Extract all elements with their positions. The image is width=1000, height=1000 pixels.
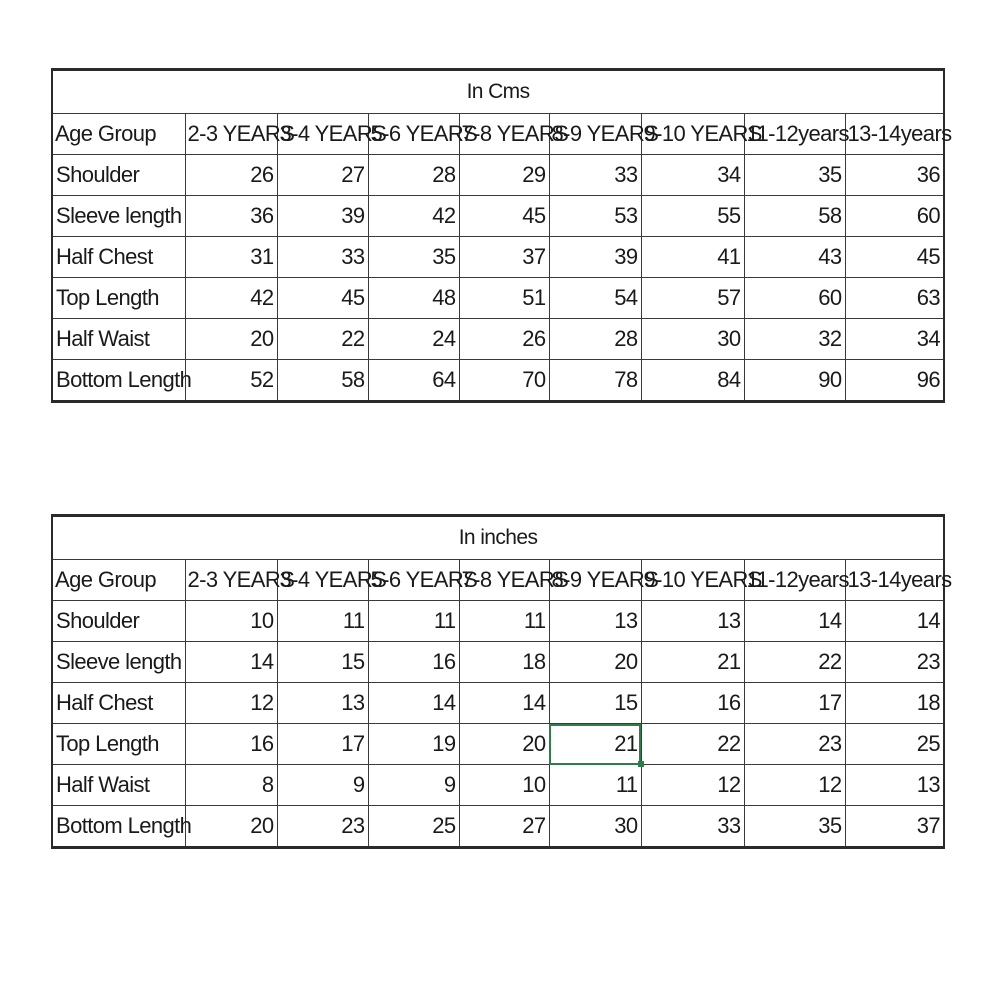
- value-cell[interactable]: 13: [845, 765, 944, 806]
- value-cell[interactable]: 55: [641, 196, 744, 237]
- value-cell[interactable]: 13: [549, 601, 641, 642]
- value-cell[interactable]: 63: [845, 278, 944, 319]
- value-cell[interactable]: 16: [368, 642, 459, 683]
- value-cell[interactable]: 9: [368, 765, 459, 806]
- header-cell[interactable]: 3-4 YEARS: [277, 560, 368, 601]
- table-row: [52, 806, 944, 848]
- header-cell[interactable]: 9-10 YEARS: [641, 560, 744, 601]
- value-cell[interactable]: 17: [277, 724, 368, 765]
- value-cell[interactable]: 28: [368, 155, 459, 196]
- size-table-cm: [51, 68, 952, 403]
- value-cell[interactable]: 34: [641, 155, 744, 196]
- value-cell[interactable]: 78: [549, 360, 641, 402]
- value-cell[interactable]: 8: [185, 765, 277, 806]
- value-cell[interactable]: 15: [549, 683, 641, 724]
- value-cell[interactable]: 42: [368, 196, 459, 237]
- value-cell[interactable]: 21: [641, 642, 744, 683]
- value-cell[interactable]: 39: [277, 196, 368, 237]
- row-label-cell[interactable]: Shoulder: [52, 155, 185, 196]
- value-cell[interactable]: 42: [185, 278, 277, 319]
- value-cell[interactable]: 33: [277, 237, 368, 278]
- value-cell[interactable]: 57: [641, 278, 744, 319]
- header-cell[interactable]: 5-6 YEARS: [368, 114, 459, 155]
- value-cell[interactable]: 45: [459, 196, 549, 237]
- value-cell[interactable]: 14: [845, 601, 944, 642]
- row-label-cell[interactable]: Half Waist: [52, 765, 185, 806]
- header-cell[interactable]: 9-10 YEARS: [641, 114, 744, 155]
- table-title-row: [52, 70, 944, 114]
- row-label-cell[interactable]: Sleeve length: [52, 642, 185, 683]
- value-cell[interactable]: 18: [459, 642, 549, 683]
- value-cell[interactable]: 96: [845, 360, 944, 402]
- header-row: [52, 560, 944, 601]
- value-cell[interactable]: 33: [641, 806, 744, 848]
- selected-cell[interactable]: 21: [549, 724, 641, 765]
- value-cell[interactable]: 10: [459, 765, 549, 806]
- value-cell[interactable]: 52: [185, 360, 277, 402]
- value-cell[interactable]: 22: [641, 724, 744, 765]
- value-cell[interactable]: 20: [185, 319, 277, 360]
- row-label-cell[interactable]: Shoulder: [52, 601, 185, 642]
- value-cell[interactable]: 34: [845, 319, 944, 360]
- value-cell[interactable]: 14: [459, 683, 549, 724]
- value-cell[interactable]: 33: [549, 155, 641, 196]
- value-cell[interactable]: 41: [641, 237, 744, 278]
- header-cell[interactable]: 2-3 YEARS: [185, 560, 277, 601]
- value-cell[interactable]: 14: [185, 642, 277, 683]
- value-cell[interactable]: 31: [185, 237, 277, 278]
- value-cell[interactable]: 35: [368, 237, 459, 278]
- table-row: [52, 155, 944, 196]
- table-row: [52, 601, 944, 642]
- value-cell[interactable]: 37: [845, 806, 944, 848]
- row-label-cell[interactable]: Half Chest: [52, 683, 185, 724]
- value-cell[interactable]: 10: [185, 601, 277, 642]
- value-cell[interactable]: 64: [368, 360, 459, 402]
- value-cell[interactable]: 45: [277, 278, 368, 319]
- value-cell[interactable]: 12: [185, 683, 277, 724]
- value-cell[interactable]: 70: [459, 360, 549, 402]
- value-cell[interactable]: 25: [368, 806, 459, 848]
- row-label-cell[interactable]: Bottom Length: [52, 806, 185, 848]
- table-row: [52, 319, 944, 360]
- value-cell[interactable]: 23: [277, 806, 368, 848]
- header-cell[interactable]: 7-8 YEARS: [459, 114, 549, 155]
- value-cell[interactable]: 20: [459, 724, 549, 765]
- table-row: [52, 683, 944, 724]
- value-cell[interactable]: 13: [641, 601, 744, 642]
- value-cell[interactable]: 26: [185, 155, 277, 196]
- value-cell[interactable]: 60: [845, 196, 944, 237]
- value-cell[interactable]: 11: [277, 601, 368, 642]
- value-cell[interactable]: 39: [549, 237, 641, 278]
- table-row: [52, 237, 944, 278]
- header-cell[interactable]: 8-9 YEARS: [549, 114, 641, 155]
- value-cell[interactable]: 22: [277, 319, 368, 360]
- row-label-cell[interactable]: Half Chest: [52, 237, 185, 278]
- value-cell[interactable]: 54: [549, 278, 641, 319]
- table-title[interactable]: In inches: [52, 516, 944, 560]
- value-cell[interactable]: 15: [277, 642, 368, 683]
- value-cell[interactable]: 18: [845, 683, 944, 724]
- value-cell[interactable]: 29: [459, 155, 549, 196]
- value-cell[interactable]: 20: [549, 642, 641, 683]
- value-cell[interactable]: 13: [277, 683, 368, 724]
- size-table-inches: [51, 514, 952, 849]
- value-cell[interactable]: 60: [744, 278, 845, 319]
- value-cell[interactable]: 53: [549, 196, 641, 237]
- value-cell[interactable]: 17: [744, 683, 845, 724]
- value-cell[interactable]: 16: [185, 724, 277, 765]
- header-cell[interactable]: 11-12years: [744, 114, 845, 155]
- header-cell-age-group[interactable]: Age Group: [52, 560, 185, 601]
- header-cell[interactable]: 8-9 YEARS: [549, 560, 641, 601]
- value-cell[interactable]: 51: [459, 278, 549, 319]
- value-cell[interactable]: 28: [549, 319, 641, 360]
- value-cell[interactable]: 58: [744, 196, 845, 237]
- table-row: [52, 642, 944, 683]
- value-cell[interactable]: 23: [845, 642, 944, 683]
- header-cell[interactable]: 13-14years: [845, 560, 944, 601]
- table-row: [52, 360, 944, 402]
- value-cell[interactable]: 30: [641, 319, 744, 360]
- value-cell[interactable]: 23: [744, 724, 845, 765]
- header-cell[interactable]: 7-8 YEARS: [459, 560, 549, 601]
- value-cell[interactable]: 14: [744, 601, 845, 642]
- value-cell[interactable]: 27: [459, 806, 549, 848]
- value-cell[interactable]: 45: [845, 237, 944, 278]
- value-cell[interactable]: 43: [744, 237, 845, 278]
- value-cell[interactable]: 11: [368, 601, 459, 642]
- table-row: [52, 724, 944, 765]
- table-title-row: [52, 516, 944, 560]
- table-title[interactable]: In Cms: [52, 70, 944, 114]
- value-cell[interactable]: 84: [641, 360, 744, 402]
- header-cell[interactable]: 3-4 YEARS: [277, 114, 368, 155]
- value-cell[interactable]: 30: [549, 806, 641, 848]
- header-cell[interactable]: 2-3 YEARS: [185, 114, 277, 155]
- table-row: [52, 278, 944, 319]
- header-cell[interactable]: 13-14years: [845, 114, 944, 155]
- value-cell[interactable]: 90: [744, 360, 845, 402]
- value-cell[interactable]: 22: [744, 642, 845, 683]
- value-cell[interactable]: 58: [277, 360, 368, 402]
- value-cell[interactable]: 24: [368, 319, 459, 360]
- value-cell[interactable]: 37: [459, 237, 549, 278]
- value-cell[interactable]: 35: [744, 155, 845, 196]
- row-label-cell[interactable]: Half Waist: [52, 319, 185, 360]
- row-label-cell[interactable]: Top Length: [52, 278, 185, 319]
- value-cell[interactable]: 9: [277, 765, 368, 806]
- value-cell[interactable]: 26: [459, 319, 549, 360]
- value-cell[interactable]: 19: [368, 724, 459, 765]
- value-cell[interactable]: 12: [744, 765, 845, 806]
- header-cell[interactable]: 5-6 YEARS: [368, 560, 459, 601]
- value-cell[interactable]: 11: [549, 765, 641, 806]
- value-cell[interactable]: 27: [277, 155, 368, 196]
- value-cell[interactable]: 32: [744, 319, 845, 360]
- value-cell[interactable]: 35: [744, 806, 845, 848]
- header-cell[interactable]: 11-12years: [744, 560, 845, 601]
- table-row: [52, 196, 944, 237]
- header-cell-age-group[interactable]: Age Group: [52, 114, 185, 155]
- value-cell[interactable]: 20: [185, 806, 277, 848]
- value-cell[interactable]: 16: [641, 683, 744, 724]
- value-cell[interactable]: 11: [459, 601, 549, 642]
- value-cell[interactable]: 36: [845, 155, 944, 196]
- row-label-cell[interactable]: Sleeve length: [52, 196, 185, 237]
- value-cell[interactable]: 25: [845, 724, 944, 765]
- header-row: [52, 114, 944, 155]
- value-cell[interactable]: 12: [641, 765, 744, 806]
- value-cell[interactable]: 14: [368, 683, 459, 724]
- row-label-cell[interactable]: Bottom Length: [52, 360, 185, 402]
- value-cell[interactable]: 36: [185, 196, 277, 237]
- value-cell[interactable]: 48: [368, 278, 459, 319]
- row-label-cell[interactable]: Top Length: [52, 724, 185, 765]
- table-row: [52, 765, 944, 806]
